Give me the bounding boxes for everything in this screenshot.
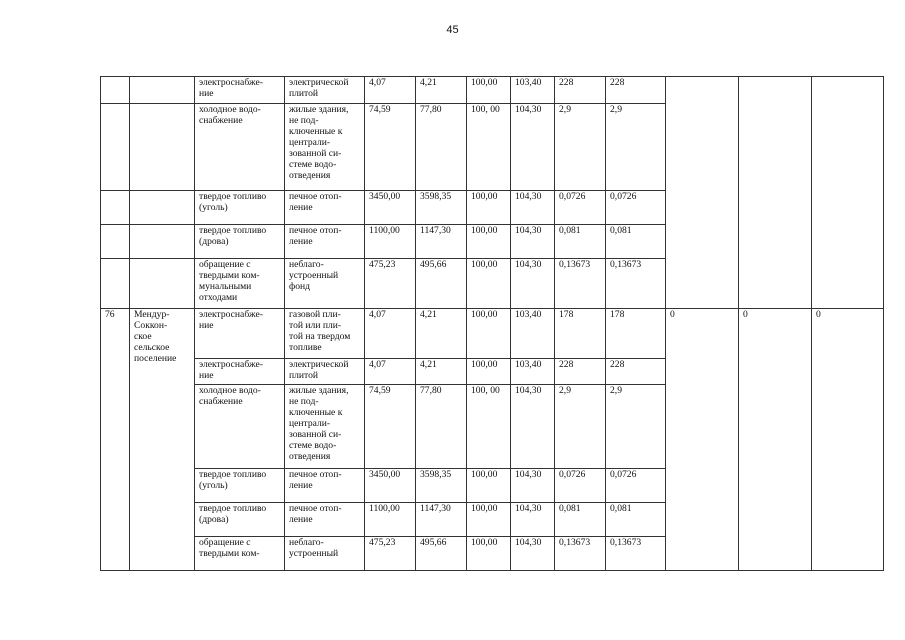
number-cell bbox=[101, 104, 130, 191]
settlement-cell bbox=[130, 77, 195, 104]
object-cell: жилые здания, не под- ключенные к централи- зованной си- стеме водо- отведения bbox=[285, 385, 365, 469]
object-cell: печное отоп- ление bbox=[285, 469, 365, 503]
empty-cell bbox=[812, 77, 884, 309]
value-cell: 103,40 bbox=[511, 309, 555, 359]
service-cell: электроснабже- ние bbox=[195, 359, 285, 385]
object-cell: неблаго- устроенный фонд bbox=[285, 259, 365, 309]
value-cell: 100,00 bbox=[467, 191, 511, 225]
value-cell: 4,07 bbox=[365, 359, 416, 385]
value-cell: 178 bbox=[555, 309, 606, 359]
object-cell: печное отоп- ление bbox=[285, 191, 365, 225]
value-cell: 228 bbox=[555, 77, 606, 104]
value-cell: 100, 00 bbox=[467, 385, 511, 469]
table-row bbox=[101, 309, 884, 359]
object-cell: жилые здания, не под- ключенные к централи- зованной си- стеме водо- отведения bbox=[285, 104, 365, 191]
value-cell: 0,0726 bbox=[606, 469, 666, 503]
value-cell: 77,80 bbox=[416, 104, 467, 191]
object-cell: электрической плитой bbox=[285, 359, 365, 385]
value-cell: 104,30 bbox=[511, 225, 555, 259]
object-cell: неблаго- устроенный bbox=[285, 537, 365, 571]
value-cell: 495,66 bbox=[416, 537, 467, 571]
value-cell: 228 bbox=[606, 359, 666, 385]
value-cell: 228 bbox=[555, 359, 606, 385]
settlement-cell bbox=[130, 259, 195, 309]
value-cell: 1100,00 bbox=[365, 225, 416, 259]
service-cell: твердое топливо (дрова) bbox=[195, 225, 285, 259]
value-cell: 100,00 bbox=[467, 503, 511, 537]
service-cell: твердое топливо (дрова) bbox=[195, 503, 285, 537]
value-cell: 4,21 bbox=[416, 77, 467, 104]
settlement-number: 76 bbox=[101, 309, 130, 571]
value-cell: 3450,00 bbox=[365, 191, 416, 225]
value-cell: 4,07 bbox=[365, 309, 416, 359]
value-cell: 495,66 bbox=[416, 259, 467, 309]
value-cell: 0,13673 bbox=[555, 537, 606, 571]
service-cell: твердое топливо (уголь) bbox=[195, 191, 285, 225]
value-cell: 74,59 bbox=[365, 385, 416, 469]
empty-cell bbox=[739, 77, 812, 309]
value-cell: 0,081 bbox=[555, 503, 606, 537]
value-cell: 104,30 bbox=[511, 503, 555, 537]
service-cell: электроснабже- ние bbox=[195, 77, 285, 104]
value-cell: 0,13673 bbox=[606, 259, 666, 309]
service-cell: обращение с твердыми ком- мунальными отходами bbox=[195, 259, 285, 309]
value-cell: 100,00 bbox=[467, 77, 511, 104]
value-cell: 100,00 bbox=[467, 225, 511, 259]
value-cell: 103,40 bbox=[511, 359, 555, 385]
value-cell: 104,30 bbox=[511, 191, 555, 225]
value-cell: 100,00 bbox=[467, 469, 511, 503]
value-cell: 0,13673 bbox=[555, 259, 606, 309]
number-cell bbox=[101, 259, 130, 309]
value-cell: 3598,35 bbox=[416, 191, 467, 225]
page-number: 45 bbox=[446, 24, 459, 36]
value-cell: 4,21 bbox=[416, 309, 467, 359]
number-cell bbox=[101, 191, 130, 225]
settlement-cell bbox=[130, 225, 195, 259]
empty-cell bbox=[666, 77, 739, 309]
number-cell bbox=[101, 225, 130, 259]
value-cell: 103,40 bbox=[511, 77, 555, 104]
value-cell: 4,07 bbox=[365, 77, 416, 104]
object-cell: газовой пли- той или пли- той на твердом топливе bbox=[285, 309, 365, 359]
value-cell: 3598,35 bbox=[416, 469, 467, 503]
value-cell: 0,13673 bbox=[606, 537, 666, 571]
service-cell: холодное водо- снабжение bbox=[195, 385, 285, 469]
summary-value: 0 bbox=[739, 309, 812, 571]
service-cell: обращение с твердыми ком- bbox=[195, 537, 285, 571]
value-cell: 0,0726 bbox=[555, 469, 606, 503]
value-cell: 104,30 bbox=[511, 104, 555, 191]
summary-value: 0 bbox=[812, 309, 884, 571]
value-cell: 2,9 bbox=[555, 385, 606, 469]
value-cell: 0,081 bbox=[555, 225, 606, 259]
value-cell: 100,00 bbox=[467, 259, 511, 309]
value-cell: 475,23 bbox=[365, 537, 416, 571]
value-cell: 104,30 bbox=[511, 385, 555, 469]
tariff-table bbox=[100, 76, 884, 571]
value-cell: 3450,00 bbox=[365, 469, 416, 503]
object-cell: электрической плитой bbox=[285, 77, 365, 104]
value-cell: 100,00 bbox=[467, 309, 511, 359]
service-cell: электроснабже- ние bbox=[195, 309, 285, 359]
value-cell: 100, 00 bbox=[467, 104, 511, 191]
value-cell: 2,9 bbox=[555, 104, 606, 191]
value-cell: 0,0726 bbox=[555, 191, 606, 225]
service-cell: твердое топливо (уголь) bbox=[195, 469, 285, 503]
value-cell: 104,30 bbox=[511, 259, 555, 309]
value-cell: 74,59 bbox=[365, 104, 416, 191]
value-cell: 1147,30 bbox=[416, 503, 467, 537]
settlement-name: Мендур- Соккон- ское сельское поселение bbox=[130, 309, 195, 571]
value-cell: 4,21 bbox=[416, 359, 467, 385]
value-cell: 0,081 bbox=[606, 225, 666, 259]
service-cell: холодное водо- снабжение bbox=[195, 104, 285, 191]
object-cell: печное отоп- ление bbox=[285, 503, 365, 537]
object-cell: печное отоп- ление bbox=[285, 225, 365, 259]
value-cell: 2,9 bbox=[606, 104, 666, 191]
value-cell: 1100,00 bbox=[365, 503, 416, 537]
table-row bbox=[101, 77, 884, 104]
value-cell: 0,081 bbox=[606, 503, 666, 537]
value-cell: 0,0726 bbox=[606, 191, 666, 225]
value-cell: 228 bbox=[606, 77, 666, 104]
value-cell: 104,30 bbox=[511, 537, 555, 571]
value-cell: 104,30 bbox=[511, 469, 555, 503]
value-cell: 77,80 bbox=[416, 385, 467, 469]
settlement-cell bbox=[130, 191, 195, 225]
value-cell: 2,9 bbox=[606, 385, 666, 469]
value-cell: 475,23 bbox=[365, 259, 416, 309]
settlement-cell bbox=[130, 104, 195, 191]
value-cell: 1147,30 bbox=[416, 225, 467, 259]
summary-value: 0 bbox=[666, 309, 739, 571]
value-cell: 100,00 bbox=[467, 537, 511, 571]
value-cell: 100,00 bbox=[467, 359, 511, 385]
number-cell bbox=[101, 77, 130, 104]
value-cell: 178 bbox=[606, 309, 666, 359]
